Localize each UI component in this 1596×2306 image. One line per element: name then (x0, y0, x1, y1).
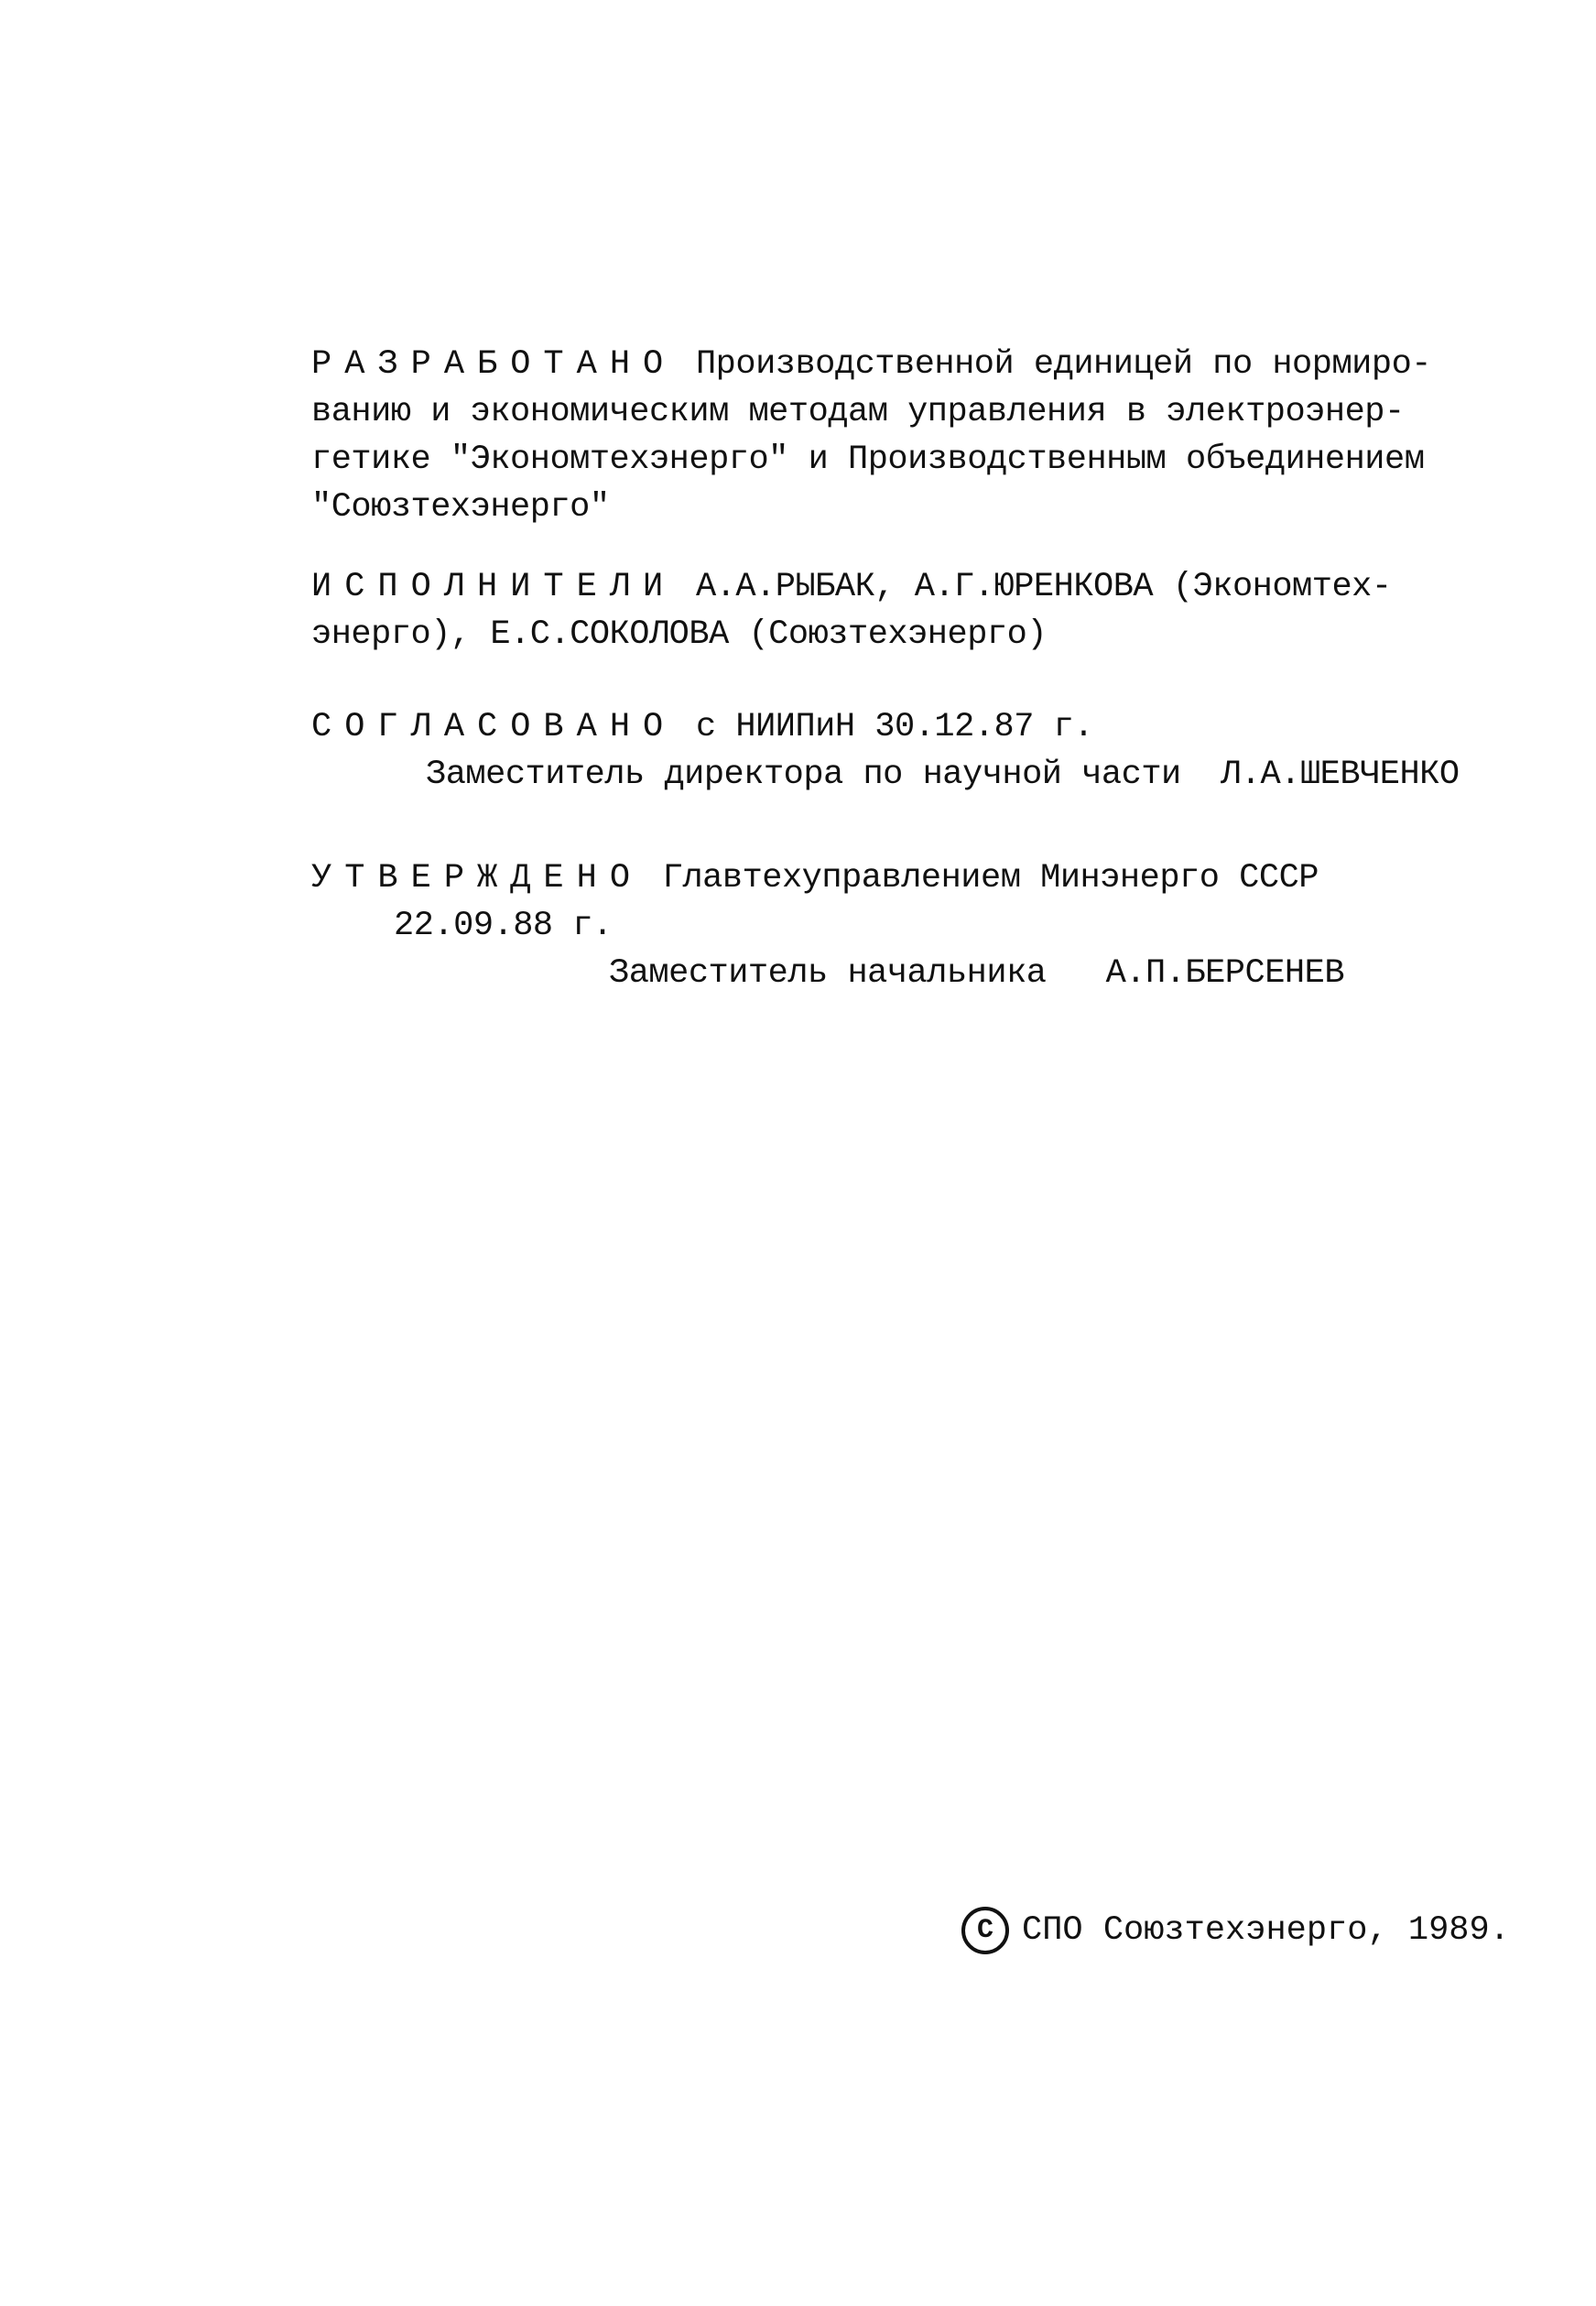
performers-heading: ИСПОЛНИТЕЛИ (311, 568, 677, 606)
performers-section (311, 563, 1438, 658)
performers-text-2: энерго), Е.С.СОКОЛОВА (Союзтехэнерго) (311, 615, 1048, 654)
approved-line-1 (311, 854, 1438, 902)
agreed-heading: СОГЛАСОВАНО (311, 708, 677, 746)
agreed-section (311, 703, 1460, 799)
developed-text-3: гетике "Экономтехэнерго" и Производственным объединением (311, 441, 1425, 479)
performers-text-1: А.А.РЫБАК, А.Г.ЮРЕНКОВА (Экономтех- (676, 568, 1392, 606)
developed-text-4: "Союзтехэнерго" (311, 488, 610, 527)
approved-text-1: Главтехуправлением Минэнерго СССР (643, 859, 1319, 897)
agreed-line-1 (311, 703, 1438, 751)
approved-heading: УТВЕРЖДЕНО (311, 859, 644, 897)
copyright-notice (961, 1907, 1510, 1954)
agreed-text-1: с НИИПиН 30.12.87 г. (676, 708, 1094, 746)
developed-section (311, 341, 1438, 531)
developed-text-2: ванию и экономическим методам управления в электроэнер- (311, 393, 1405, 431)
copyright-text: СПО Союзтехэнерго, 1989. (1022, 1911, 1510, 1950)
approved-text-2: 22.09.88 г. (394, 907, 613, 945)
agreed-text-2: Заместитель директора по научной части Л.А.ШЕВЧЕНКО (426, 756, 1460, 794)
copyright-icon: C (961, 1907, 1009, 1954)
developed-text-1: Производственной единицей по нормиро- (676, 345, 1431, 384)
approved-section (311, 854, 1438, 997)
developed-line-1 (311, 341, 1438, 388)
developed-heading: РАЗРАБОТАНО (311, 345, 677, 384)
approved-text-3: Заместитель начальника А.П.БЕРСЕНЕВ (609, 954, 1345, 993)
performers-line-1 (311, 563, 1438, 611)
